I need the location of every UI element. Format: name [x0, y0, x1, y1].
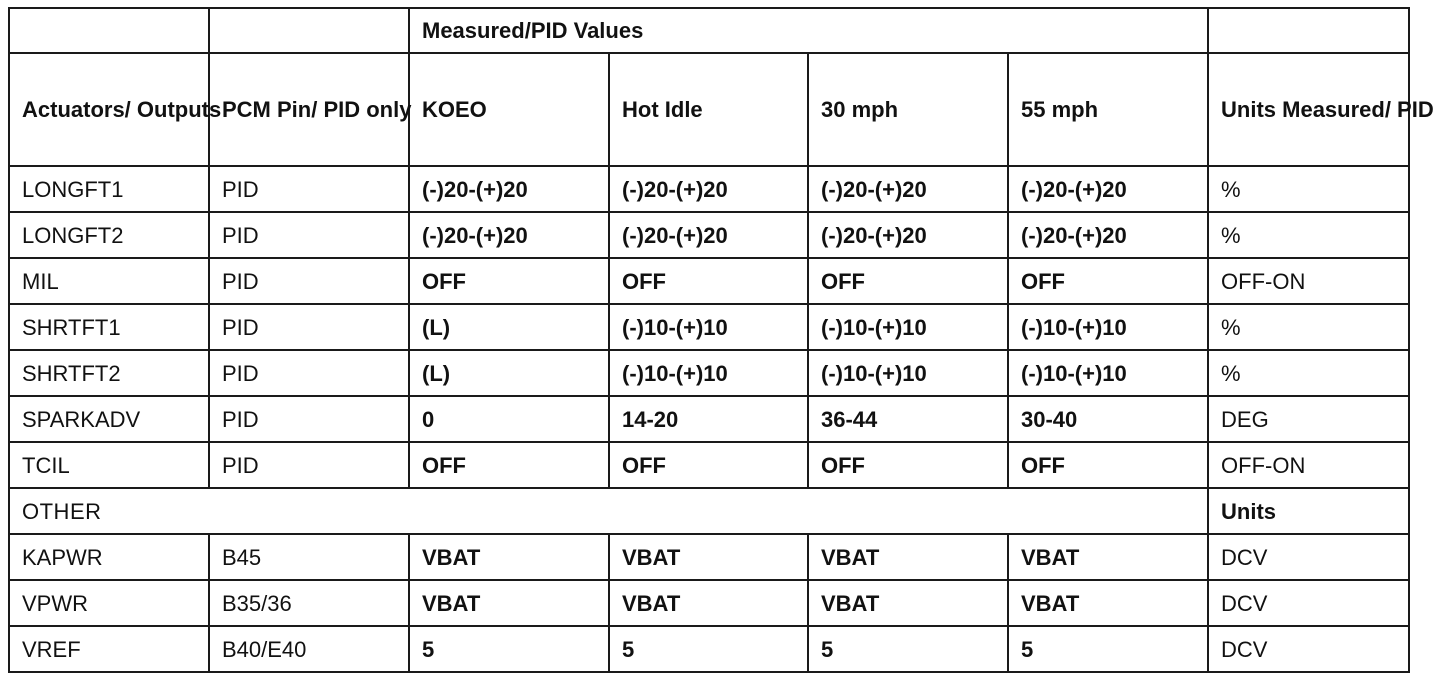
pcm-pin: B35/36 [209, 580, 409, 626]
koeo-value: (-)20-(+)20 [409, 166, 609, 212]
section-units-header: Units [1208, 488, 1409, 534]
mph55-value: (-)20-(+)20 [1008, 212, 1208, 258]
units-value: % [1208, 350, 1409, 396]
units-value: % [1208, 212, 1409, 258]
mph55-value: OFF [1008, 442, 1208, 488]
output-name: SHRTFT2 [9, 350, 209, 396]
group-header-row [9, 8, 1409, 53]
koeo-value: VBAT [409, 580, 609, 626]
table-row [9, 534, 1409, 580]
measured-pid-values-header: Measured/PID Values [409, 8, 1208, 53]
output-name: MIL [9, 258, 209, 304]
hot-idle-value: (-)10-(+)10 [609, 350, 808, 396]
koeo-value: 0 [409, 396, 609, 442]
mph55-value: VBAT [1008, 534, 1208, 580]
col-header-hot-idle: Hot Idle [609, 53, 808, 166]
pid-values-table [8, 7, 1434, 673]
table-row [9, 212, 1409, 258]
output-name: LONGFT1 [9, 166, 209, 212]
table-body [9, 8, 1434, 672]
hot-idle-value: (-)10-(+)10 [609, 304, 808, 350]
empty-cell [1208, 8, 1409, 53]
units-value: % [1208, 166, 1409, 212]
mph30-value: OFF [808, 442, 1008, 488]
empty-cell [209, 8, 409, 53]
table-row [9, 626, 1409, 672]
units-value: DCV [1208, 626, 1409, 672]
units-value: DEG [1208, 396, 1409, 442]
table-row [9, 304, 1409, 350]
mph30-value: 36-44 [808, 396, 1008, 442]
pcm-pin: PID [209, 442, 409, 488]
mph30-value: 5 [808, 626, 1008, 672]
table-row [9, 396, 1409, 442]
col-header-actuators: Actuators/ Outputs [9, 53, 209, 166]
mph55-value: OFF [1008, 258, 1208, 304]
table-row [9, 350, 1409, 396]
pcm-pin: B45 [209, 534, 409, 580]
hot-idle-value: VBAT [609, 580, 808, 626]
koeo-value: (L) [409, 350, 609, 396]
col-header-pcm-pin: PCM Pin/ PID only [209, 53, 409, 166]
pcm-pin: PID [209, 396, 409, 442]
mph30-value: (-)10-(+)10 [808, 304, 1008, 350]
units-value: DCV [1208, 580, 1409, 626]
koeo-value: (L) [409, 304, 609, 350]
col-header-units: Units Measured/ PID [1208, 53, 1409, 166]
koeo-value: (-)20-(+)20 [409, 212, 609, 258]
output-name: SPARKADV [9, 396, 209, 442]
koeo-value: VBAT [409, 534, 609, 580]
units-value: OFF-ON [1208, 442, 1409, 488]
pcm-pin: PID [209, 166, 409, 212]
output-name: LONGFT2 [9, 212, 209, 258]
mph55-value: 5 [1008, 626, 1208, 672]
col-header-koeo: KOEO [409, 53, 609, 166]
hot-idle-value: (-)20-(+)20 [609, 212, 808, 258]
column-header-row [9, 53, 1409, 166]
empty-cell [9, 8, 209, 53]
table-row [9, 166, 1409, 212]
output-name: VREF [9, 626, 209, 672]
col-header-30-mph: 30 mph [808, 53, 1008, 166]
mph30-value: (-)20-(+)20 [808, 166, 1008, 212]
hot-idle-value: OFF [609, 442, 808, 488]
koeo-value: 5 [409, 626, 609, 672]
units-value: OFF-ON [1208, 258, 1409, 304]
hot-idle-value: OFF [609, 258, 808, 304]
hot-idle-value: 14-20 [609, 396, 808, 442]
koeo-value: OFF [409, 442, 609, 488]
units-value: % [1208, 304, 1409, 350]
mph55-value: VBAT [1008, 580, 1208, 626]
mph30-value: OFF [808, 258, 1008, 304]
output-name: SHRTFT1 [9, 304, 209, 350]
mph55-value: (-)20-(+)20 [1008, 166, 1208, 212]
mph55-value: (-)10-(+)10 [1008, 304, 1208, 350]
table-row [9, 258, 1409, 304]
col-header-55-mph: 55 mph [1008, 53, 1208, 166]
mph55-value: (-)10-(+)10 [1008, 350, 1208, 396]
output-name: TCIL [9, 442, 209, 488]
table-row [9, 442, 1409, 488]
output-name: VPWR [9, 580, 209, 626]
output-name: KAPWR [9, 534, 209, 580]
mph55-value: 30-40 [1008, 396, 1208, 442]
hot-idle-value: VBAT [609, 534, 808, 580]
hot-idle-value: (-)20-(+)20 [609, 166, 808, 212]
units-value: DCV [1208, 534, 1409, 580]
table-row [9, 580, 1409, 626]
pcm-pin: B40/E40 [209, 626, 409, 672]
mph30-value: (-)10-(+)10 [808, 350, 1008, 396]
mph30-value: VBAT [808, 534, 1008, 580]
pcm-pin: PID [209, 304, 409, 350]
koeo-value: OFF [409, 258, 609, 304]
pcm-pin: PID [209, 350, 409, 396]
hot-idle-value: 5 [609, 626, 808, 672]
pcm-pin: PID [209, 212, 409, 258]
section-label-other: OTHER [9, 488, 1208, 534]
mph30-value: (-)20-(+)20 [808, 212, 1008, 258]
pcm-pin: PID [209, 258, 409, 304]
mph30-value: VBAT [808, 580, 1008, 626]
section-row-other [9, 488, 1409, 534]
